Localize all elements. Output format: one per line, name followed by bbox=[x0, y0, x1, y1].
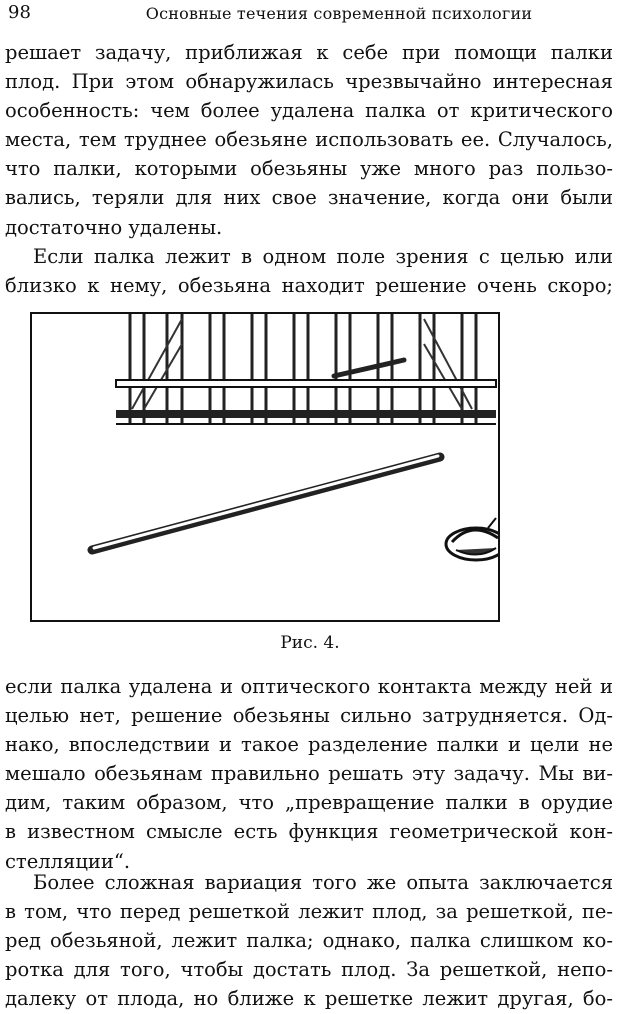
text-line: Более сложная вариация того же опыта заключается bbox=[33, 871, 613, 894]
text-line: места, тем труднее обезьяне использовать ее. Случалось, bbox=[5, 128, 613, 152]
paragraph-3 bbox=[5, 672, 613, 876]
text-line: нако, впоследствии и такое разделение палки и цели не bbox=[5, 733, 613, 757]
text-line: что палки, которыми обезьяны уже много раз пользо- bbox=[5, 157, 613, 181]
running-title: Основные течения современной психологии bbox=[145, 4, 533, 23]
text-line: если палка удалена и оптического контакта между ней и bbox=[5, 675, 613, 698]
figure-caption: Рис. 4. bbox=[280, 633, 340, 653]
text-line: в известном смысле есть функция геометрической кон- bbox=[5, 820, 613, 844]
text-line: ротка для того, чтобы достать плод. За решеткой, непо- bbox=[5, 958, 613, 982]
cage-rail bbox=[116, 380, 496, 387]
text-line: дим, таким образом, что „превращение палки в орудие bbox=[5, 791, 613, 815]
text-line: мешало обезьянам правильно решать эту задачу. Мы ви- bbox=[5, 762, 613, 786]
text-line: стелляции“. bbox=[5, 849, 131, 873]
figure-4-illustration bbox=[30, 312, 500, 622]
text-line: ред обезьяной, лежит палка; однако, палка слишком ко- bbox=[5, 929, 613, 953]
page-number: 98 bbox=[8, 2, 31, 23]
cage-stick-fruit-drawing bbox=[32, 314, 498, 620]
text-line: в том, что перед решеткой лежит плод, за решеткой, пе- bbox=[5, 900, 613, 924]
text-line: особенность: чем более удалена палка от критического bbox=[5, 99, 613, 123]
text-line: плод. При этом обнаружилась чрезвычайно интересная bbox=[5, 70, 613, 94]
text-line: достаточно удалены. bbox=[5, 215, 223, 239]
cage-base bbox=[116, 410, 496, 418]
page-header bbox=[8, 2, 610, 26]
paragraph-2 bbox=[5, 242, 613, 300]
text-line: вались, теряли для них свое значение, когда они были bbox=[5, 186, 613, 210]
text-line: решает задачу, приближая к себе при помощи палки bbox=[5, 41, 613, 64]
paragraph-4 bbox=[5, 868, 613, 1013]
paragraph-1 bbox=[5, 38, 613, 242]
text-line: далеку от плода, но ближе к решетке лежит другая, бо- bbox=[5, 987, 613, 1011]
cage-bars bbox=[130, 314, 476, 424]
text-line: целью нет, решение обезьяны сильно затрудняется. Од- bbox=[5, 704, 613, 728]
fruit bbox=[446, 518, 498, 560]
text-line: близко к нему, обезьяна находит решение очень скоро; bbox=[5, 274, 613, 298]
text-line: Если палка лежит в одном поле зрения с целью или bbox=[33, 245, 613, 268]
